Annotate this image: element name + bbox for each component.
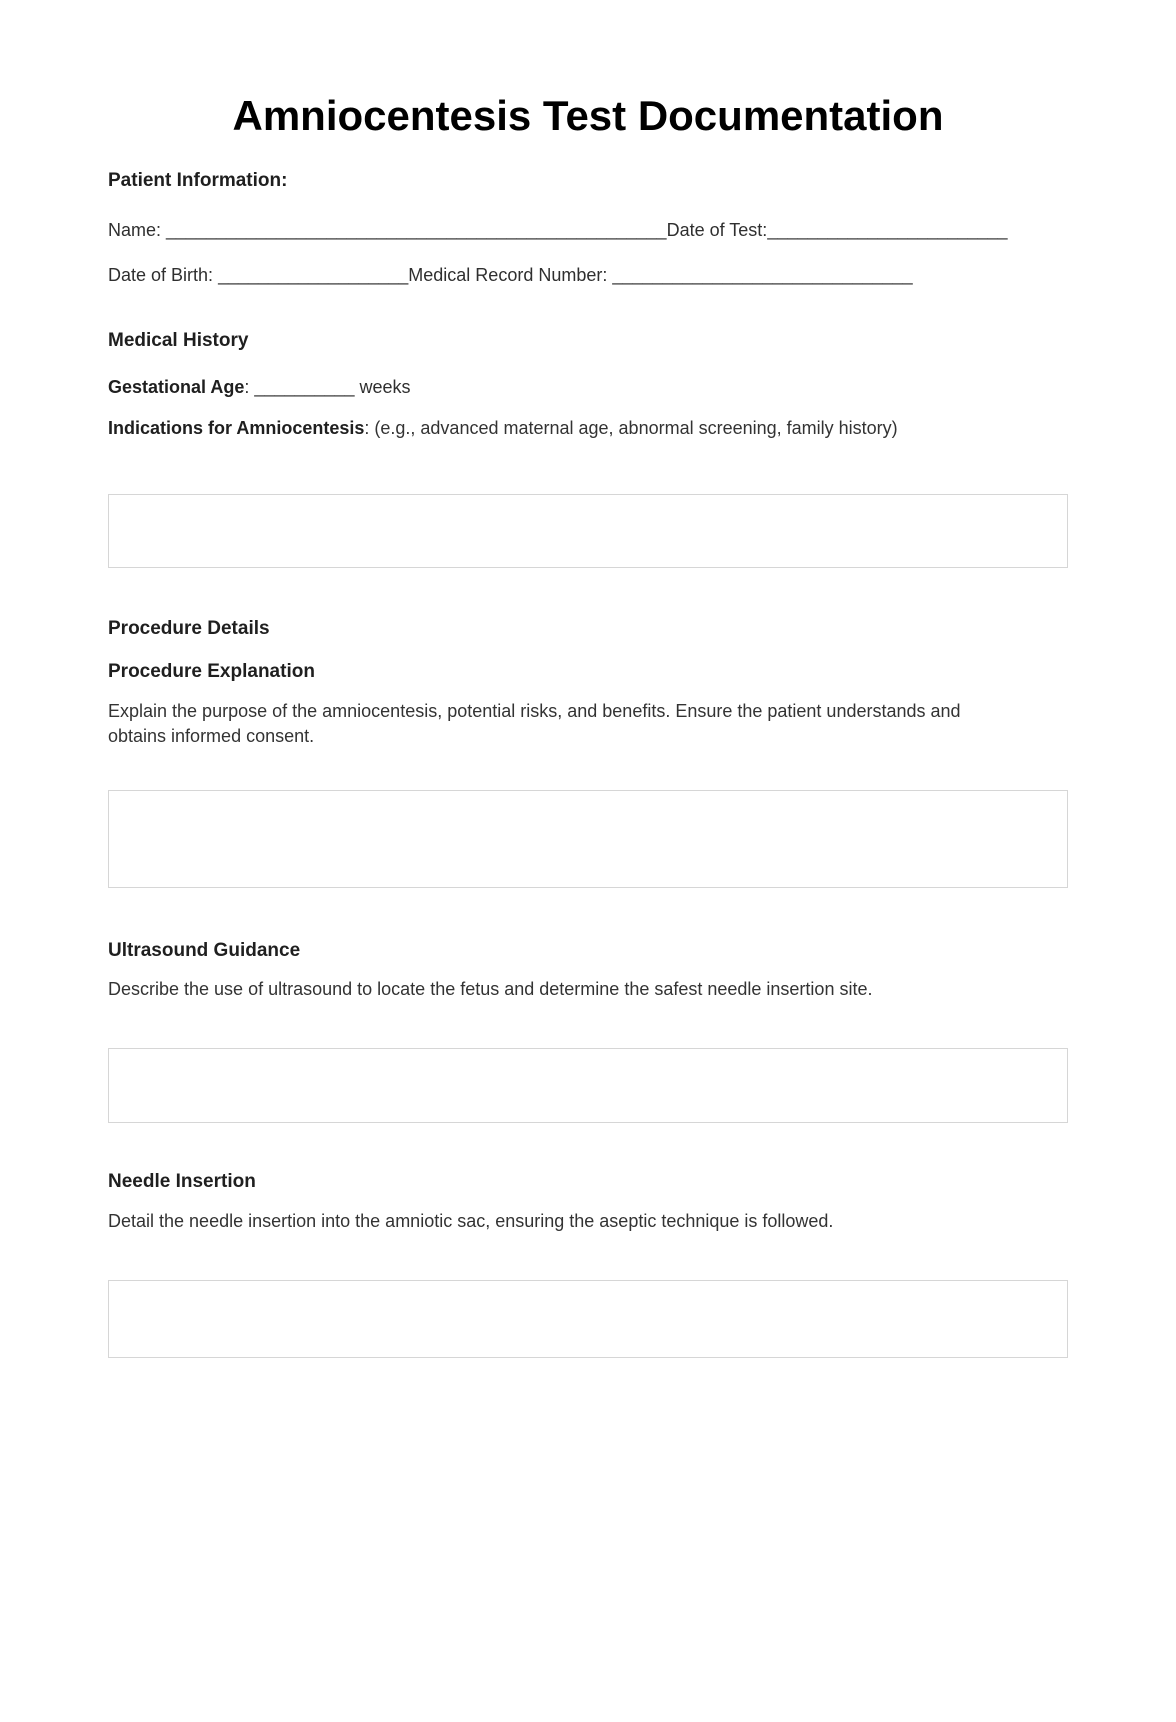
date-of-birth-label: Date of Birth:	[108, 264, 219, 285]
name-and-test-date-line	[108, 218, 1068, 243]
page-title: Amniocentesis Test Documentation	[232, 92, 944, 139]
needle-insertion-description: Detail the needle insertion into the amniotic sac, ensuring the aseptic technique is followed.	[108, 1211, 834, 1232]
name-label: Name:	[108, 220, 167, 241]
date-of-test-blank-line: ________________________	[767, 220, 1008, 241]
gestational-age-label: Gestational Age	[108, 376, 245, 397]
procedure-explanation-heading: Procedure Explanation	[108, 661, 315, 683]
procedure-details-heading: Procedure Details	[108, 617, 270, 639]
ultrasound-guidance-description: Describe the use of ultrasound to locate the fetus and determine the safest needle insertion site.	[108, 979, 873, 1000]
needle-insertion-heading: Needle Insertion	[108, 1170, 256, 1192]
gestational-age-separator: :	[244, 376, 255, 397]
gestational-age-line	[108, 375, 1068, 400]
medical-record-number-label: Medical Record Number:	[408, 264, 613, 285]
needle-insertion-input-field[interactable]	[108, 1280, 1068, 1358]
patient-information-heading: Patient Information:	[108, 170, 288, 192]
indications-examples-text: : (e.g., advanced maternal age, abnormal screening, family history)	[364, 418, 898, 439]
dob-and-mrn-line	[108, 263, 1068, 288]
date-of-birth-blank-line: ___________________	[218, 264, 409, 285]
medical-history-heading: Medical History	[108, 329, 249, 351]
medical-record-number-blank-line: ______________________________	[612, 264, 913, 285]
gestational-age-blank-line: __________	[254, 376, 355, 397]
document-page	[0, 92, 1176, 1722]
indications-line	[108, 416, 988, 441]
procedure-explanation-input-field[interactable]	[108, 790, 1068, 888]
procedure-explanation-description: Explain the purpose of the amniocentesis, potential risks, and benefits. Ensure the patient understands and obtains informed consent.	[108, 701, 961, 747]
date-of-test-label: Date of Test:	[666, 220, 768, 241]
ultrasound-guidance-heading: Ultrasound Guidance	[108, 939, 301, 961]
gestational-age-unit: weeks	[354, 376, 411, 397]
name-blank-line: __________________________________________________	[166, 220, 667, 241]
ultrasound-guidance-input-field[interactable]	[108, 1048, 1068, 1123]
indications-input-field[interactable]	[108, 494, 1068, 568]
indications-label: Indications for Amniocentesis	[108, 418, 365, 439]
